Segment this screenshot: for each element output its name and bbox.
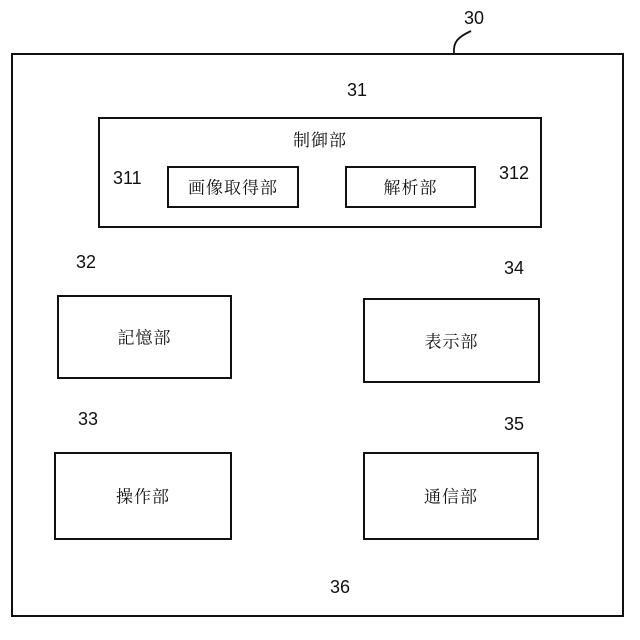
operation-unit-box (54, 452, 232, 540)
image-acquisition-unit-label: 画像取得部 (188, 178, 278, 198)
communication-unit-label: 通信部 (424, 487, 478, 507)
storage-unit-label: 記憶部 (117, 328, 172, 348)
ref-label-33: 33 (78, 409, 99, 429)
storage-unit-box (57, 295, 232, 379)
image-acquisition-unit-box (167, 166, 299, 208)
ref-label-32: 32 (76, 252, 97, 272)
display-unit-box (363, 298, 540, 383)
ref-label-36: 36 (330, 577, 351, 597)
ref-label-35: 35 (504, 414, 525, 434)
control-unit-label: 制御部 (293, 131, 347, 150)
ref-label-312: 312 (499, 163, 530, 183)
ref-label-31: 31 (347, 80, 368, 100)
analysis-unit-label: 解析部 (383, 178, 438, 198)
ref-label-311: 311 (113, 168, 142, 188)
analysis-unit-box (345, 166, 476, 208)
leader-line-30 (454, 31, 471, 53)
ref-label-30: 30 (464, 8, 485, 28)
communication-unit-box (363, 452, 539, 540)
operation-unit-label: 操作部 (116, 487, 170, 507)
display-unit-label: 表示部 (424, 331, 479, 351)
ref-label-34: 34 (504, 258, 525, 278)
